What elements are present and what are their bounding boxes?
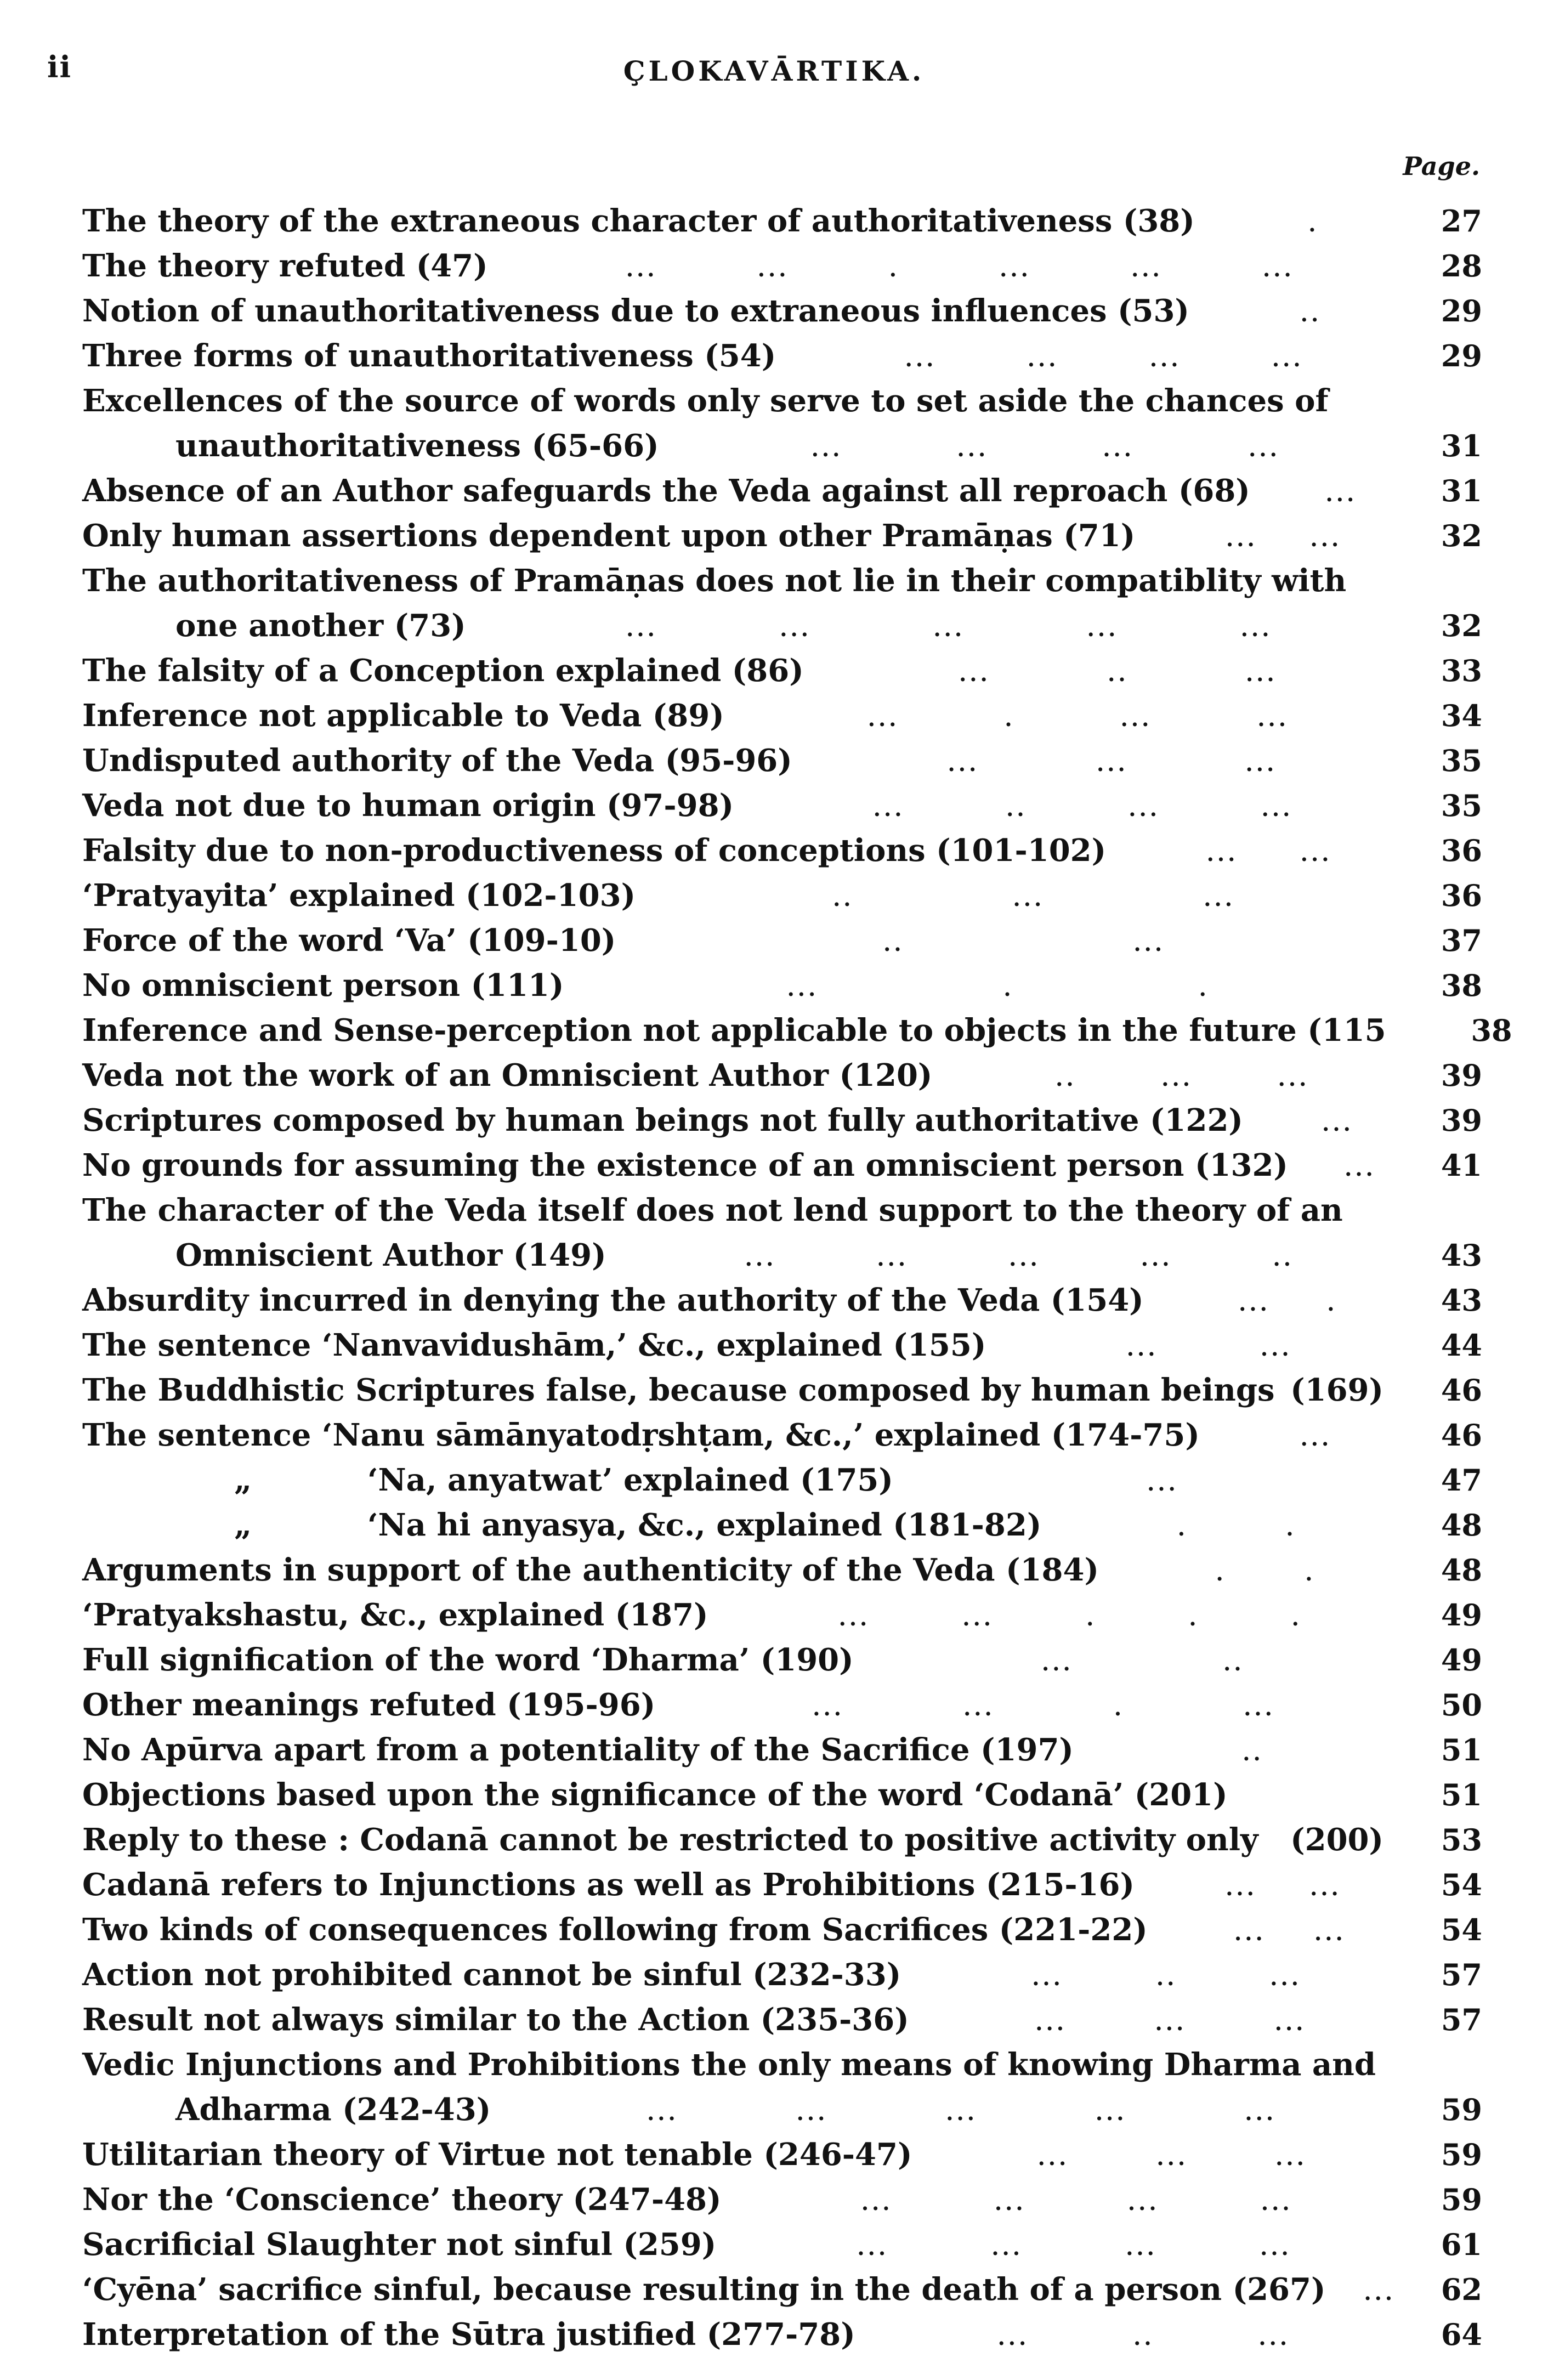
toc-row [82, 513, 1482, 558]
dot-leader [1135, 1866, 1416, 1911]
toc-entry-text: Sacrificial Slaughter not sinful (259) [82, 2226, 717, 2263]
toc-row [82, 1637, 1482, 1682]
dot-group: ... [1042, 1651, 1074, 1675]
toc-row [82, 199, 1482, 243]
toc-page-number: 47 [1441, 1463, 1482, 1498]
toc-page-number: 61 [1441, 2227, 1482, 2262]
toc-entry-text: Full signification of the word ‘Dharma’ (190) [82, 1642, 854, 1678]
dot-group: ... [626, 616, 658, 641]
toc-page-number: 35 [1441, 743, 1482, 778]
toc-entry-text: unauthoritativeness (65-66) [175, 428, 659, 464]
dot-group: ... [1131, 257, 1163, 281]
dot-group: ... [1087, 616, 1119, 641]
toc-page-number: 43 [1441, 1283, 1482, 1318]
dot-group: ... [838, 1606, 871, 1630]
toc-row [82, 2087, 1482, 2132]
toc-row [82, 1772, 1482, 1817]
toc-page-number: 57 [1441, 1957, 1482, 1992]
toc-page-number: 64 [1441, 2317, 1482, 2352]
dot-group: ... [1127, 2190, 1160, 2215]
dot-leader [1195, 202, 1416, 247]
toc-page-number: 29 [1441, 338, 1482, 373]
toc-entry-text: Other meanings refuted (195-96) [82, 1687, 656, 1723]
dot-group: ... [1155, 2010, 1187, 2035]
dot-group: ... [1027, 347, 1059, 371]
ditto-mark: „ [234, 1507, 252, 1543]
dot-group: ... [1300, 841, 1332, 866]
dot-group: ... [1310, 526, 1342, 551]
toc-entry-text: Cadanā refers to Injunctions as well as Prohibitions (215-16) [82, 1867, 1135, 1903]
toc-page-number: 34 [1441, 698, 1482, 733]
dot-group: ... [1310, 1875, 1342, 1900]
toc-page-number: 54 [1441, 1867, 1482, 1902]
dot-group: ... [1097, 751, 1129, 776]
toc-row [82, 333, 1482, 378]
dot-group: ... [626, 257, 658, 281]
toc-page-number: 41 [1441, 1148, 1482, 1183]
toc-entry-text: Excellences of the source of words only serve to set aside the chances of [82, 383, 1329, 419]
toc-row [82, 2312, 1482, 2357]
toc-entry-text: Vedic Injunctions and Prohibitions the only means of knowing Dharma and [82, 2047, 1376, 2083]
toc-entry-text: Inference and Sense-perception not applicable to objects in the future (115 [82, 1012, 1386, 1049]
toc-entry-text: The authoritativeness of Pramāṇas does not lie in their compatiblity with [82, 563, 1347, 599]
toc-entry-ref: (169) [1290, 1372, 1383, 1408]
toc-entry-text: Two kinds of consequences following from Sacrifices (221-22) [82, 1912, 1148, 1948]
dot-leader [1144, 1281, 1416, 1326]
dot-group: ... [994, 2190, 1027, 2215]
toc-row [82, 963, 1482, 1008]
dot-group: . [1189, 1606, 1200, 1630]
dot-group: ... [1364, 2280, 1396, 2305]
dot-group: ... [1035, 2010, 1067, 2035]
toc-row [82, 1548, 1482, 1593]
dot-group: ... [1234, 1920, 1266, 1945]
dot-leader [854, 1641, 1416, 1686]
toc-entry-text: Adharma (242-43) [175, 2092, 491, 2128]
toc-page-number: 37 [1441, 923, 1482, 958]
dot-group: ... [905, 347, 937, 371]
dot-leader [616, 921, 1416, 966]
dot-group: ... [873, 796, 905, 821]
toc-row [82, 1008, 1512, 1053]
toc-row [82, 1278, 1482, 1323]
dot-group: .. [1006, 796, 1028, 821]
dot-group: ... [1245, 2100, 1277, 2125]
toc-row [82, 2042, 1482, 2087]
toc-entry-text: ‘Cyēna’ sacrifice sinful, because resulting in the death of a person (267) [82, 2271, 1326, 2308]
toc-entry-text: ‘Pratyayita’ explained (102-103) [82, 877, 636, 914]
dot-group: .. [833, 886, 854, 911]
toc-page-number: 38 [1471, 1013, 1512, 1048]
ditto-mark: „ [234, 1462, 252, 1498]
dot-group: ... [861, 2190, 893, 2215]
toc-page-number: 49 [1441, 1597, 1482, 1633]
dot-group: . [1327, 1291, 1338, 1316]
dot-group: ... [933, 616, 966, 641]
toc-entry-text: Undisputed authority of the Veda (95-96) [82, 743, 792, 779]
dot-group: ... [1325, 481, 1358, 506]
toc-entry-text: Omniscient Author (149) [175, 1237, 606, 1273]
dot-group: . [1216, 1561, 1227, 1585]
toc-row [82, 1413, 1482, 1458]
dot-group: .. [1223, 1651, 1245, 1675]
toc-page-number: 46 [1441, 1373, 1482, 1408]
toc-row [82, 693, 1482, 738]
dot-group: .. [1273, 1246, 1294, 1271]
dot-group: ... [796, 2100, 829, 2125]
dot-group: .. [883, 931, 905, 956]
dot-group: ... [1260, 2235, 1292, 2260]
dot-group: ... [1013, 886, 1045, 911]
dot-leader [1250, 472, 1416, 517]
dot-group: ... [1300, 1426, 1332, 1450]
dot-group: ... [1032, 1965, 1064, 1990]
dot-group: ... [813, 1696, 844, 1720]
toc-row [82, 828, 1482, 873]
dot-group: ... [1156, 2145, 1189, 2170]
dot-group: ... [1009, 1246, 1041, 1271]
toc-entry-text: Utilitarian theory of Virtue not tenable (246-47) [82, 2137, 912, 2173]
toc-row [82, 918, 1482, 963]
toc-row [82, 378, 1482, 423]
toc-row [82, 738, 1482, 783]
dot-group: ... [1161, 1066, 1193, 1091]
dot-group: . [1005, 706, 1016, 731]
dot-group: . [1177, 1516, 1188, 1540]
dot-group: ... [1272, 347, 1304, 371]
toc-page-number: 29 [1441, 293, 1482, 328]
toc-row [82, 243, 1482, 288]
toc-page-number: 33 [1441, 653, 1482, 688]
dot-leader [636, 876, 1416, 921]
dot-group: ... [1257, 706, 1290, 731]
toc-page-number: 50 [1441, 1687, 1482, 1722]
toc-row [82, 288, 1482, 333]
dot-leader [1106, 831, 1416, 876]
dot-group: ... [1120, 706, 1153, 731]
dot-leader [724, 696, 1416, 741]
page-column-header: Page. [1403, 151, 1480, 181]
toc-row [82, 423, 1482, 468]
dot-leader [1148, 1911, 1416, 1956]
dot-group: ... [780, 616, 812, 641]
toc-entry-text: Objections based upon the significance of the word ‘Codanā’ (201) [82, 1777, 1228, 1813]
dot-group: ... [1149, 347, 1182, 371]
dot-group: ... [857, 2235, 889, 2260]
dot-leader [491, 2090, 1416, 2135]
toc-row [82, 1098, 1482, 1143]
dot-group: ... [1245, 751, 1278, 776]
toc-page-number: 39 [1441, 1058, 1482, 1093]
toc-entry-text: Action not prohibited cannot be sinful (232-33) [82, 1957, 901, 1993]
dot-group: ... [1204, 886, 1235, 911]
dot-group: ... [1314, 1920, 1346, 1945]
toc-page-number: 31 [1441, 473, 1482, 508]
toc-entry-text: The sentence ‘Nanvavidushām,’ &c., explained (155) [82, 1327, 986, 1363]
dot-group: ... [1245, 661, 1278, 686]
dot-group: ... [1240, 616, 1273, 641]
toc-entry-text: The theory of the extraneous character of authoritativeness (38) [82, 203, 1195, 239]
toc-page-number: 54 [1441, 1912, 1482, 1947]
toc-row [82, 1682, 1482, 1727]
dot-group: ... [962, 1606, 995, 1630]
dot-leader [708, 1596, 1416, 1641]
toc-entry-text: Veda not the work of an Omniscient Author (120) [82, 1057, 933, 1093]
dot-leader [716, 2225, 1416, 2270]
toc-entry-text: Force of the word ‘Va’ (109-10) [82, 922, 616, 959]
toc-entry-text: The character of the Veda itself does not lend support to the theory of an [82, 1192, 1343, 1228]
toc-entry-text: The Buddhistic Scriptures false, because composed by human beings [82, 1372, 1275, 1408]
dot-group: ... [647, 2100, 679, 2125]
dot-leader [901, 1956, 1416, 2001]
dot-group: . [1003, 976, 1014, 1001]
toc-row [82, 648, 1482, 693]
toc-entry-text: one another (73) [175, 608, 466, 644]
toc-entry-text: No Apūrva apart from a potentiality of the Sacrifice (197) [82, 1732, 1074, 1768]
toc-page-number: 59 [1441, 2182, 1482, 2217]
toc-page-number: 27 [1441, 203, 1482, 239]
dot-group: ... [1000, 257, 1031, 281]
dot-group: ... [1274, 2010, 1307, 2035]
dot-leader [488, 247, 1416, 292]
dot-leader [1099, 1551, 1416, 1596]
toc-entry-text: Absurdity incurred in denying the authority of the Veda (154) [82, 1282, 1144, 1318]
dot-group: ... [1141, 1246, 1173, 1271]
toc-page-number: 36 [1441, 833, 1482, 868]
dot-leader [912, 2135, 1416, 2180]
toc-page-number: 44 [1441, 1328, 1482, 1363]
toc-entry-text: Only human assertions dependent upon other Pramāṇas (71) [82, 518, 1136, 554]
toc-page-number: 39 [1441, 1103, 1482, 1138]
dot-leader [655, 1686, 1416, 1731]
toc-row [82, 1368, 1482, 1413]
dot-group: ... [1037, 2145, 1070, 2170]
dot-group: .. [1300, 302, 1322, 326]
dot-leader [466, 607, 1416, 651]
toc-entry-text: Reply to these : Codanā cannot be restricted to positive activity only [82, 1822, 1258, 1858]
dot-group: ... [1147, 1471, 1179, 1495]
dot-group: . [1291, 1606, 1302, 1630]
toc-row [82, 1907, 1482, 1952]
dot-group: ... [811, 437, 843, 461]
toc-entry-text: Falsity due to non-productiveness of conceptions (101-102) [82, 832, 1107, 869]
toc-page-number: 51 [1441, 1777, 1482, 1812]
dot-group: ... [946, 2100, 978, 2125]
dot-group: ... [1126, 1336, 1159, 1361]
toc-row [82, 603, 1482, 648]
dot-group: ... [1126, 2235, 1158, 2260]
dot-leader [1074, 1731, 1416, 1776]
dot-group: ... [1322, 1111, 1354, 1136]
toc-row [82, 2177, 1482, 2222]
toc-row [82, 1188, 1482, 1233]
dot-group: ... [959, 661, 991, 686]
folio-page-number: ii [47, 49, 72, 84]
toc-entry-text: ‘Na hi anyasya, &c., explained (181-82) [367, 1507, 1042, 1543]
toc-page-number: 32 [1441, 608, 1482, 643]
toc-row [82, 1503, 1482, 1548]
toc-entry-text: Nor the ‘Conscience’ theory (247-48) [82, 2181, 722, 2218]
dot-group: .. [1056, 1066, 1077, 1091]
dot-group: ... [1278, 1066, 1310, 1091]
toc-entry-text: No omniscient person (111) [82, 967, 564, 1004]
toc-entry-text: Arguments in support of the authenticity of the Veda (184) [82, 1552, 1099, 1588]
toc-entry-text: ‘Na, anyatwat’ explained (175) [367, 1462, 893, 1498]
toc-page-number: 46 [1441, 1418, 1482, 1453]
dot-leader [1325, 2270, 1416, 2315]
dot-group: . [1305, 1561, 1316, 1585]
dot-group: ... [1226, 526, 1258, 551]
dot-group: ... [1261, 796, 1294, 821]
toc-entry-ref: (200) [1290, 1822, 1383, 1858]
dot-group: ... [1345, 1156, 1376, 1181]
dot-leader [722, 2180, 1417, 2225]
dot-leader [1135, 517, 1416, 562]
dot-leader [776, 337, 1416, 382]
dot-group: . [889, 257, 900, 281]
dot-group: ... [1239, 1291, 1271, 1316]
dot-group: ... [757, 257, 790, 281]
toc-row [82, 2132, 1482, 2177]
dot-group: . [1286, 1516, 1297, 1540]
toc-entry-text: Inference not applicable to Veda (89) [82, 698, 724, 734]
toc-entry-text: Absence of an Author safeguards the Veda against all reproach (68) [82, 473, 1250, 509]
toc-entry-text: Three forms of unauthoritativeness (54) [82, 338, 776, 374]
toc-page-number: 53 [1441, 1822, 1482, 1857]
toc-page-number: 49 [1441, 1642, 1482, 1678]
toc-row [82, 1323, 1482, 1368]
dot-leader [606, 1236, 1416, 1281]
toc-entry-text: The theory refuted (47) [82, 248, 488, 284]
toc-entry-text: Veda not due to human origin (97-98) [82, 787, 734, 824]
toc-page-number: 59 [1441, 2137, 1482, 2172]
toc-entry-text: Scriptures composed by human beings not fully authoritative (122) [82, 1102, 1243, 1138]
dot-leader [1041, 1506, 1416, 1551]
dot-group: ... [1206, 841, 1239, 866]
toc-list [82, 199, 1512, 2357]
dot-group: ... [787, 976, 819, 1001]
dot-group: ... [867, 706, 900, 731]
dot-group: ... [1226, 1875, 1257, 1900]
dot-group: ... [877, 1246, 909, 1271]
dot-leader [804, 651, 1416, 696]
toc-entry-text: The falsity of a Conception explained (86) [82, 653, 804, 689]
dot-group: . [1086, 1606, 1097, 1630]
toc-row [82, 558, 1482, 603]
dot-leader [659, 427, 1416, 472]
toc-row [82, 873, 1482, 918]
toc-entry-text: The sentence ‘Nanu sāmānyatodṛshṭam, &c.,’ explained (174-75) [82, 1417, 1200, 1453]
dot-group: ... [1129, 796, 1160, 821]
dot-group: ... [1249, 437, 1280, 461]
dot-group: .. [1133, 2325, 1155, 2350]
toc-row [82, 1143, 1482, 1188]
toc-page-number: 62 [1441, 2272, 1482, 2307]
dot-group: ... [1261, 2190, 1293, 2215]
toc-page-number: 35 [1441, 788, 1482, 823]
toc-page-number: 32 [1441, 518, 1482, 553]
running-title: ÇLOKAVĀRTIKA. [623, 55, 925, 87]
toc-page-number: 59 [1441, 2092, 1482, 2127]
toc-row [82, 2222, 1482, 2267]
toc-row [82, 1593, 1482, 1637]
dot-group: .. [1108, 661, 1129, 686]
toc-row [82, 468, 1482, 513]
dot-leader [1243, 1101, 1416, 1146]
dot-group: ... [997, 2325, 1030, 2350]
dot-group: ... [1275, 2145, 1307, 2170]
dot-group: .. [1243, 1741, 1264, 1765]
dot-group: ... [745, 1246, 777, 1271]
dot-group: ... [1103, 437, 1135, 461]
dot-group: ... [1095, 2100, 1127, 2125]
dot-group: . [1308, 212, 1319, 236]
toc-entry-text: Result not always similar to the Action (235-36) [82, 2002, 909, 2038]
dot-leader [564, 966, 1417, 1011]
toc-row [82, 783, 1482, 828]
dot-group: . [1114, 1696, 1125, 1720]
dot-group: ... [1133, 931, 1166, 956]
dot-leader [932, 1056, 1416, 1101]
toc-page-number: 51 [1441, 1732, 1482, 1767]
toc-row [82, 1862, 1482, 1907]
toc-row [82, 1727, 1482, 1772]
toc-entry-text: ‘Pratyakshastu, &c., explained (187) [82, 1597, 708, 1633]
dot-leader [1200, 1416, 1416, 1461]
toc-row [82, 1458, 1482, 1503]
toc-row [82, 1817, 1482, 1862]
dot-group: .. [1156, 1965, 1178, 1990]
toc-page-number: 48 [1441, 1552, 1482, 1588]
toc-row [82, 1053, 1482, 1098]
dot-group: ... [1260, 1336, 1292, 1361]
dot-group: ... [1270, 1965, 1302, 1990]
dot-group: . [1199, 976, 1210, 1001]
dot-leader [855, 2315, 1416, 2360]
toc-page-number: 28 [1441, 248, 1482, 284]
toc-page-number: 48 [1441, 1508, 1482, 1543]
dot-leader [792, 741, 1416, 786]
dot-leader [734, 786, 1416, 831]
dot-leader [986, 1326, 1416, 1371]
dot-group: ... [948, 751, 980, 776]
dot-leader [1288, 1146, 1416, 1191]
dot-group: ... [957, 437, 989, 461]
toc-entry-text: Notion of unauthoritativeness due to extraneous influences (53) [82, 293, 1189, 329]
toc-row [82, 2267, 1482, 2312]
dot-group: ... [991, 2235, 1024, 2260]
toc-row [82, 1233, 1482, 1278]
toc-entry-text: No grounds for assuming the existence of an omniscient person (132) [82, 1147, 1288, 1183]
toc-entry-text: Interpretation of the Sūtra justified (277-78) [82, 2316, 855, 2353]
toc-page-number: 57 [1441, 2002, 1482, 2037]
toc-page-number: 43 [1441, 1238, 1482, 1273]
toc-page-number: 38 [1441, 968, 1482, 1003]
dot-group: ... [963, 1696, 995, 1720]
dot-leader [893, 1461, 1416, 1506]
dot-leader [909, 2001, 1416, 2045]
toc-row [82, 1952, 1482, 1997]
toc-page-number: 31 [1441, 428, 1482, 463]
dot-group: ... [1262, 257, 1295, 281]
dot-group: ... [1258, 2325, 1291, 2350]
toc-page-number: 36 [1441, 878, 1482, 913]
toc-row [82, 1997, 1482, 2042]
dot-group: ... [1244, 1696, 1275, 1720]
dot-leader [1189, 292, 1416, 337]
